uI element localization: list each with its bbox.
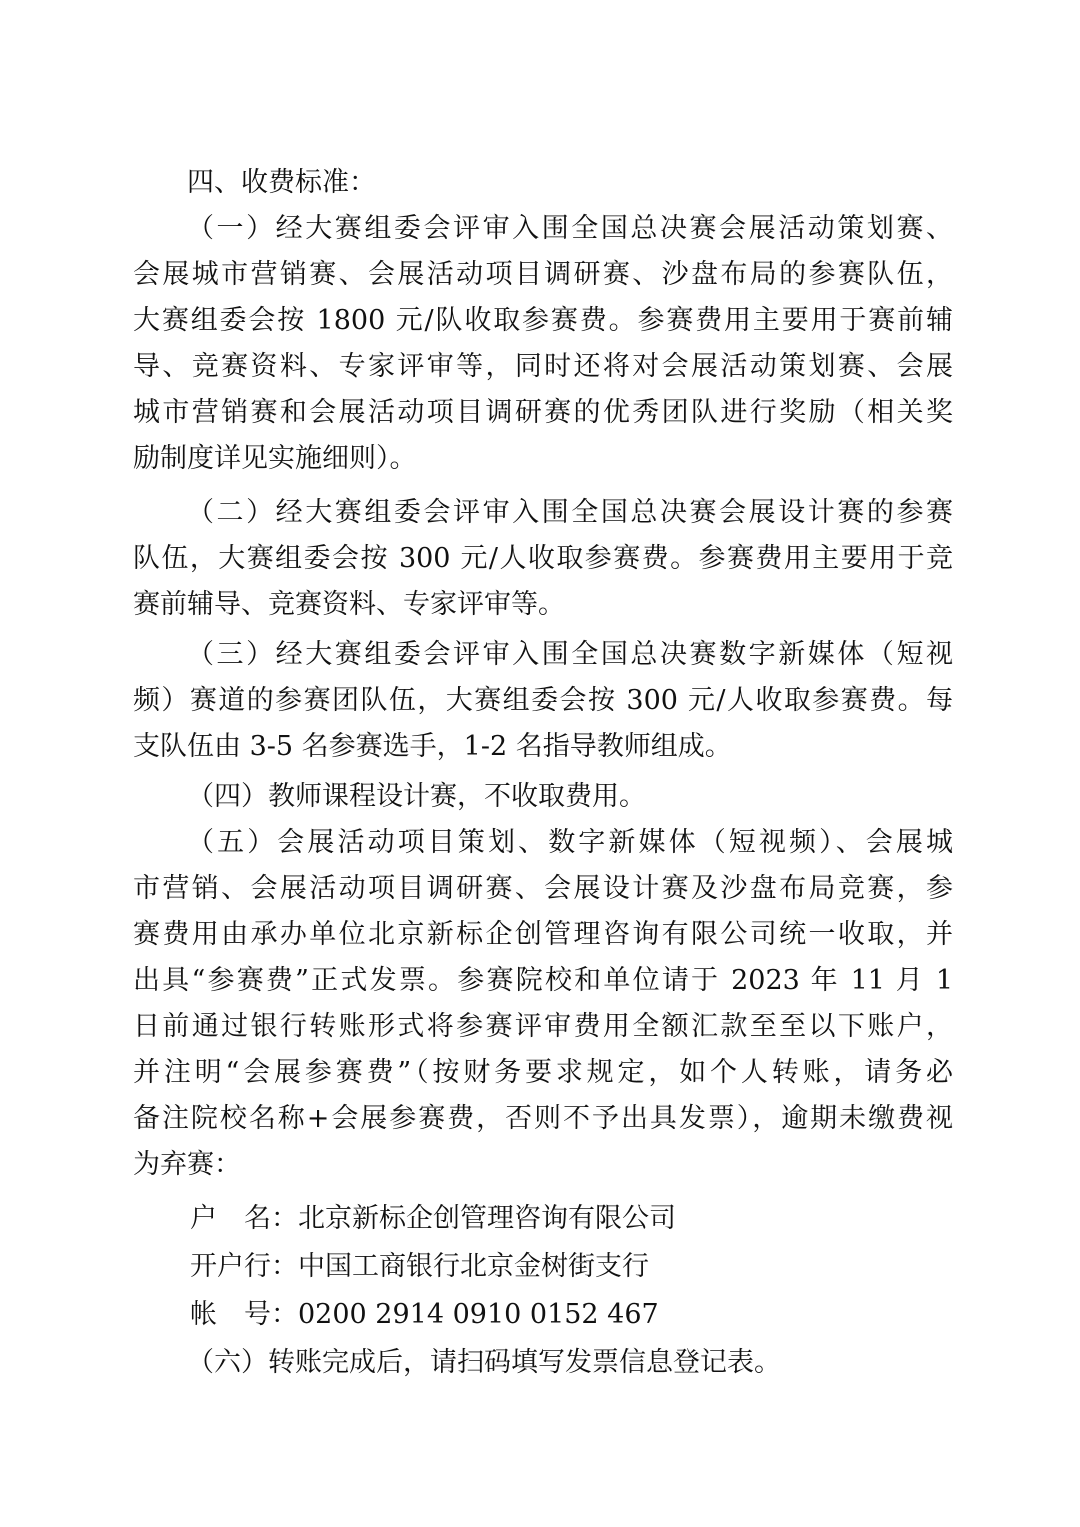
paragraph-line: （四）教师课程设计赛，不收取费用。 xyxy=(187,781,646,812)
account-name-value: 北京新标企创管理咨询有限公司 xyxy=(298,1203,676,1234)
paragraph-line: 频）赛道的参赛团队伍，大赛组委会按 300 元/人收取参赛费。每 xyxy=(133,685,953,716)
paragraph-line: （五）会展活动项目策划、数字新媒体（短视频）、会展城 xyxy=(187,827,953,858)
paragraph-line: 大赛组委会按 1800 元/队收取参赛费。参赛费用主要用于赛前辅 xyxy=(133,305,953,336)
account-name-row xyxy=(190,1196,890,1242)
paragraph-line: 城市营销赛和会展活动项目调研赛的优秀团队进行奖励（相关奖 xyxy=(133,397,953,428)
paragraph-line: 赛前辅导、竞赛资料、专家评审等。 xyxy=(133,589,565,620)
paragraph-line: 队伍，大赛组委会按 300 元/人收取参赛费。参赛费用主要用于竞 xyxy=(133,543,953,574)
paragraph-line: 日前通过银行转账形式将参赛评审费用全额汇款至至以下账户， xyxy=(133,1011,953,1042)
account-number-row xyxy=(190,1292,890,1338)
paragraph-line: 市营销、会展活动项目调研赛、会展设计赛及沙盘布局竞赛，参 xyxy=(133,873,953,904)
paragraph-line: 支队伍由 3-5 名参赛选手，1-2 名指导教师组成。 xyxy=(133,731,732,762)
paragraph-line: 励制度详见实施细则）。 xyxy=(133,443,417,474)
paragraph-line: （六）转账完成后，请扫码填写发票信息登记表。 xyxy=(187,1347,781,1378)
paragraph-line: （一）经大赛组委会评审入围全国总决赛会展活动策划赛、 xyxy=(187,213,953,244)
paragraph-line: 导、竞赛资料、专家评审等，同时还将对会展活动策划赛、会展 xyxy=(133,351,953,382)
paragraph-line: （三）经大赛组委会评审入围全国总决赛数字新媒体（短视 xyxy=(187,639,953,670)
account-name-label: 户 名： xyxy=(190,1203,298,1234)
paragraph-line: 备注院校名称+会展参赛费，否则不予出具发票），逾期未缴费视 xyxy=(133,1103,953,1134)
account-number-value: 0200 2914 0910 0152 467 xyxy=(298,1299,659,1330)
section-heading: 四、收费标准： xyxy=(187,167,376,198)
paragraph-line: （二）经大赛组委会评审入围全国总决赛会展设计赛的参赛 xyxy=(187,497,953,528)
account-bank-label: 开户行： xyxy=(190,1251,298,1282)
paragraph-line: 为弃赛： xyxy=(133,1149,241,1180)
paragraph-line: 赛费用由承办单位北京新标企创管理咨询有限公司统一收取，并 xyxy=(133,919,953,950)
paragraph-line: 会展城市营销赛、会展活动项目调研赛、沙盘布局的参赛队伍， xyxy=(133,259,953,290)
account-bank-row xyxy=(190,1244,890,1290)
paragraph-line: 并注明“会展参赛费”（按财务要求规定，如个人转账，请务必 xyxy=(133,1057,953,1088)
account-number-label: 帐 号： xyxy=(190,1299,298,1330)
paragraph-line: 出具“参赛费”正式发票。参赛院校和单位请于 2023 年 11 月 1 xyxy=(133,965,953,996)
account-bank-value: 中国工商银行北京金树街支行 xyxy=(298,1251,649,1282)
